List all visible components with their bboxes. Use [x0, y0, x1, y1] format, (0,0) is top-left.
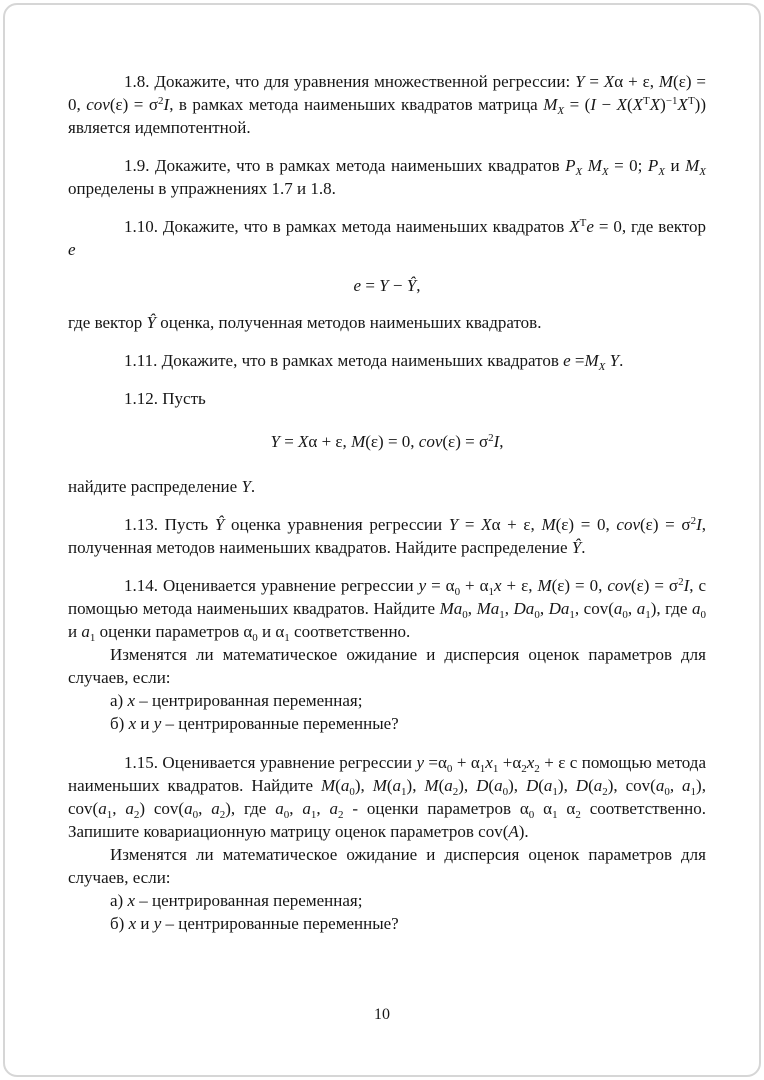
exercise-1-14: 1.14. Оценивается уравнение регрессии $y = \alpha_0 + \alpha_1x + \varepsilon$, M(ε) = 0, $cov(\varepsilon) = \sigma^2I$, с помощью метода наименьших квадратов. Найдите $Ma_0$, $Ma_1$, $Da_0$, $Da_1$, $cov(a_0$, $a_1$), где $a_0$ и $a_1$ оценки параметров $\alpha_0$ и $\alpha_1$ соответственно. [68, 576, 707, 644]
exercise-1-12-intro: 1.12. Пусть [124, 389, 206, 408]
exercise-1-15: 1.15. Оценивается уравнение регрессии $y =\alpha_0 + \alpha_1x_1 +\alpha_2x_2 + \varepsilon$ с помощью метода наименьших квадратов. Найдите $M(a_0)$, $M(a_1)$, $M(a_2)$, $D(a_0)$, $D(a_1)$, $D(a_2)$, $cov(a_0$, $a_1$), $cov(a_1$, $a_2$) $cov(a_0$, $a_2$), где $a_0$, $a_1$, $a_2$ - оценки параметров $\alpha_0$ $\alpha_1$ $\alpha_2$ соответственно. Запишите ковариационную матрицу оценок параметров cov(A). [68, 753, 706, 841]
exercise-1-10-intro: 1.10. Докажите, что в рамках метода наименьших квадратов $X^Te = 0$, где вектор e [68, 217, 707, 259]
exercise-1-9: 1.9. Докажите, что в рамках метода наименьших квадратов $P_X$ $M_X = 0$; $P_X$ и $M_X$ определены в упражнениях 1.7 и 1.8. [68, 156, 706, 198]
exercise-1-13: 1.13. Пусть Ŷ оценка уравнения регрессии Y = Xα + ε, M(ε) = 0, $cov(\varepsilon) = \sigma^2I$, полученная методов наименьших квадратов. Найдите распределение Ŷ. [68, 515, 706, 557]
exercise-1-15-item-a: а) x – центрированная переменная; [110, 891, 363, 910]
exercise-1-15-item-b: б) x и y – центрированные переменные? [110, 914, 399, 933]
equation-residual: e = Y − Ŷ, [353, 276, 421, 295]
equation-model: Y = Xα + ε, M(ε) = 0, $cov(\varepsilon) = \sigma^2I$, [270, 432, 504, 451]
exercise-1-10-outro: где вектор Ŷ оценка, полученная методов наименьших квадратов. [68, 313, 542, 332]
exercise-1-14-question: Изменятся ли математическое ожидание и дисперсия оценок параметров для случаев, если: [68, 645, 706, 687]
exercise-1-15-question: Изменятся ли математическое ожидание и дисперсия оценок параметров для случаев, если: [68, 845, 706, 887]
exercise-1-14-item-b: б) x и y – центрированные переменные? [110, 714, 399, 733]
exercise-1-14-item-a: а) x – центрированная переменная; [110, 691, 363, 710]
exercise-1-8: 1.8. Докажите, что для уравнения множественной регрессии: Y = Xα + ε, M(ε) = 0, $cov(\varepsilon) = \sigma^2I$, в рамках метода наименьших квадратов матрица $M_X = (I - X(X^TX)^{-1}X^T)$) является идемпотентной. [68, 72, 706, 137]
exercise-1-11: 1.11. Докажите, что в рамках метода наименьших квадратов $e =M_X$ Y. [124, 351, 624, 373]
document-content [68, 70, 706, 935]
exercise-1-12-outro: найдите распределение Y. [68, 477, 256, 496]
page-number: 10 [374, 1006, 390, 1023]
